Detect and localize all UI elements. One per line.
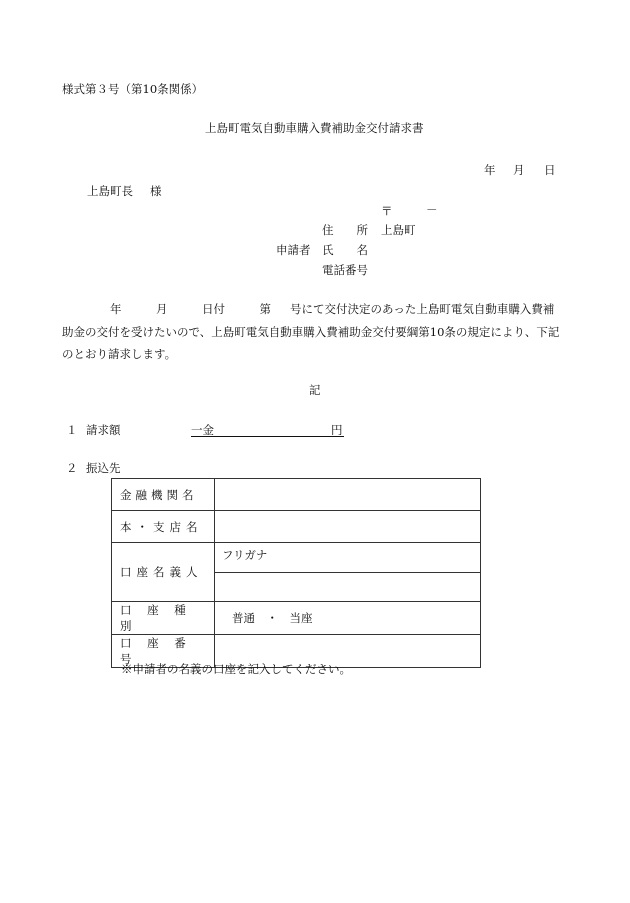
account-type-value: 普通 ・ 当座 xyxy=(232,611,313,625)
furigana-label: フリガナ xyxy=(222,548,268,562)
body-line1-rest: 号にて交付決定のあった上島町電気自動車購入費補 xyxy=(290,302,555,316)
holder-label-cell xyxy=(112,543,215,602)
body-line2: 助金の交付を受けたいので、上島町電気自動車購入費補助金交付要綱第10条の規定により、下記 xyxy=(62,325,560,339)
postal-mark: 〒 xyxy=(381,204,393,218)
phone-label: 電話番号 xyxy=(322,263,368,277)
form-number: 様式第３号（第10条関係） xyxy=(62,82,204,96)
bank-name-field[interactable] xyxy=(215,479,481,511)
bank-name-label: 金融機関名 xyxy=(120,487,198,502)
body-line3: のとおり請求します。 xyxy=(62,347,177,361)
holder-name-field[interactable] xyxy=(215,572,481,602)
holder-label: 口座名義人 xyxy=(120,565,203,579)
table-row xyxy=(112,602,481,635)
item1-prefix: 一金 xyxy=(191,423,214,437)
date-month: 月 xyxy=(513,163,525,177)
account-type-label: 口 座 種 別 xyxy=(120,603,192,633)
branch-field[interactable] xyxy=(215,511,481,543)
addressee-honorific: 様 xyxy=(150,184,162,198)
item1-label: 請求額 xyxy=(86,423,121,437)
bank-name-label-cell xyxy=(112,479,215,511)
item2-number: ２ xyxy=(66,461,78,475)
item1-number: １ xyxy=(66,423,78,437)
branch-label: 本・支店名 xyxy=(120,519,203,534)
name-label: 氏 名 xyxy=(322,243,368,257)
document-title: 上島町電気自動車購入費補助金交付請求書 xyxy=(205,121,424,135)
account-note: ※申請者の名義の口座を記入してください。 xyxy=(121,662,351,676)
ki-heading: 記 xyxy=(309,383,321,397)
account-type-field[interactable] xyxy=(215,602,481,635)
addressee-name: 上島町長 xyxy=(87,184,133,198)
account-number-label: 口 座 番 号 xyxy=(120,636,192,666)
postal-dash: － xyxy=(426,203,438,217)
account-type-label-cell xyxy=(112,602,215,635)
table-row xyxy=(112,543,481,573)
table-row xyxy=(112,511,481,543)
item1-unit: 円 xyxy=(331,423,343,437)
body-line1-date: 年 月 日付 第 xyxy=(110,302,271,316)
address-label: 住 所 xyxy=(322,223,368,237)
amount-underline xyxy=(191,436,344,437)
applicant-label: 申請者 xyxy=(276,243,311,257)
item2-label: 振込先 xyxy=(86,461,121,475)
address-value: 上島町 xyxy=(381,223,416,237)
bank-account-table xyxy=(111,478,481,668)
date-year: 年 xyxy=(484,163,496,177)
furigana-field[interactable] xyxy=(215,543,481,573)
date-day: 日 xyxy=(544,163,556,177)
table-row xyxy=(112,479,481,511)
branch-label-cell xyxy=(112,511,215,543)
